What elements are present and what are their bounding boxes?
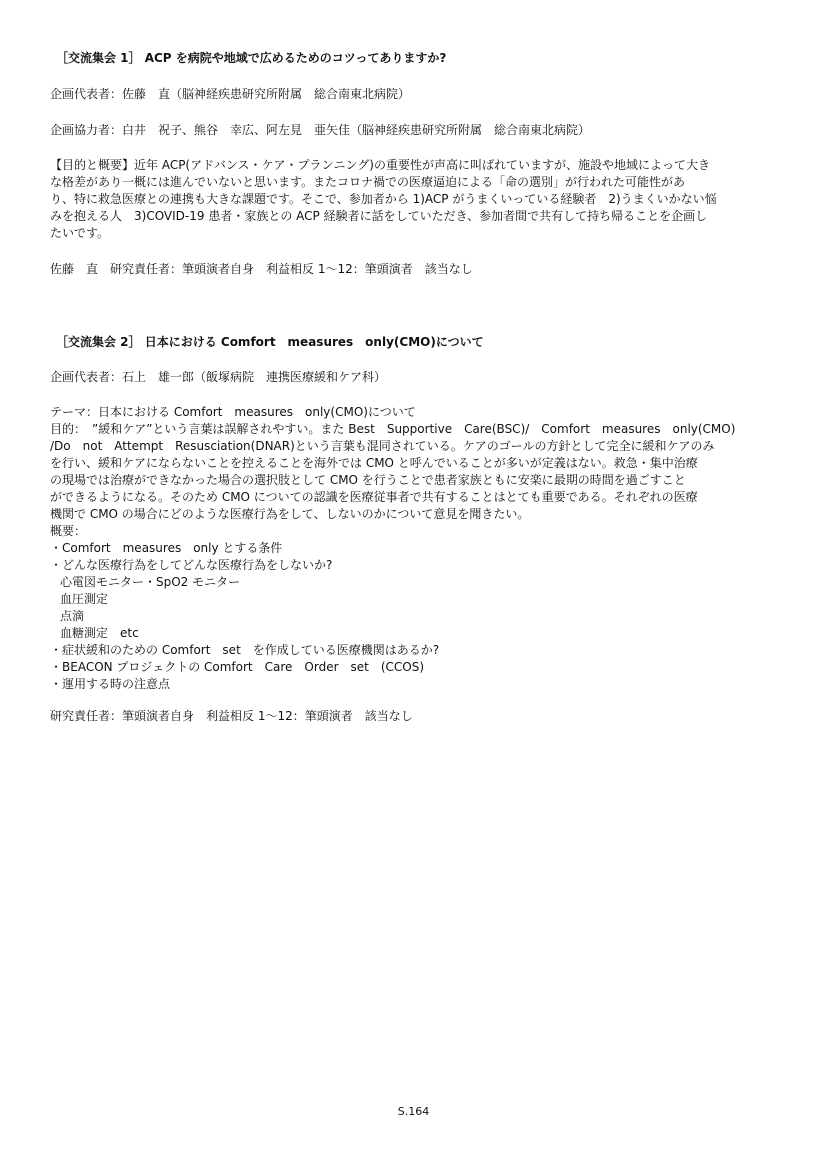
session1-title: ［交流集会 1］ ACP を病院や地域で広めるためのコツってありますか? <box>56 51 447 65</box>
session1-collaborators: 企画協力者：白井 祝子、熊谷 幸広、阿左見 亜矢佳（脳神経疾患研究所附属 総合南東北病院） <box>50 123 591 137</box>
list-item: ・BEACON プロジェクトの Comfort Care Order set (CCOS) <box>50 660 425 674</box>
body-line: の現場では治療ができなかった場合の選択肢として CMO を行うことで患者家族ともに安楽に最期の時間を過ごすこと <box>50 473 686 487</box>
purpose-line: たいです。 <box>50 226 110 240</box>
sub-item: 血圧測定 <box>60 592 109 606</box>
sub-item: 心電図モニター・SpO2 モニター <box>60 575 241 589</box>
sub-item: 点滴 <box>60 609 85 623</box>
purpose-line: り、特に救急医療との連携も大きな課題です。そこで、参加者から 1)ACP がうまくいっている経験者 2)うまくいかない悩 <box>50 192 717 206</box>
session1-representative: 企画代表者：佐藤 直（脳神経疾患研究所附属 総合南東北病院） <box>50 87 411 101</box>
body-line: 目的： ”緩和ケア”という言葉は誤解されやすい。また Best Supportive Care(BSC)/ Comfort measures only(CMO) <box>50 422 736 436</box>
body-line: 機関で CMO の場合にどのような医療行為をして、しないのかについて意見を聞きたい。 <box>50 507 530 521</box>
session2-representative: 企画代表者：石上 雄一郎（飯塚病院 連携医療緩和ケア科） <box>50 370 387 384</box>
list-item: ・どんな医療行為をしてどんな医療行為をしないか? <box>50 558 333 572</box>
list-item: ・症状緩和のための Comfort set を作成している医療機関はあるか? <box>50 643 440 657</box>
session1-coi: 佐藤 直 研究責任者：筆頭演者自身 利益相反 1〜12：筆頭演者 該当なし <box>50 262 473 276</box>
purpose-line: な格差があり一概には進んでいないと思います。またコロナ禍での医療逼迫による「命の選別」が行われた可能性があ <box>50 175 686 189</box>
sub-item: 血糖測定 etc <box>60 626 139 640</box>
list-item: ・運用する時の注意点 <box>50 677 171 691</box>
session2-body <box>50 404 778 693</box>
body-line: テーマ：日本における Comfort measures only(CMO)について <box>50 405 416 419</box>
purpose-line: 【目的と概要】近年 ACP(アドバンス・ケア・プランニング)の重要性が声高に叫ばれていますが、施設や地域によって大き <box>50 158 710 172</box>
list-item: ・Comfort measures only とする条件 <box>50 541 283 555</box>
body-line: を行い、緩和ケアにならないことを控えることを海外では CMO と呼んでいることが多いが定義はない。救急・集中治療 <box>50 456 698 470</box>
session2-title: ［交流集会 2］ 日本における Comfort measures only(CMO)について <box>56 335 484 349</box>
page-number: S.164 <box>397 1105 430 1118</box>
body-line: /Do not Attempt Resusciation(DNAR)という言葉も混同されている。ケアのゴールの方針として完全に緩和ケアのみ <box>50 439 715 453</box>
body-line: 概要： <box>50 524 87 538</box>
purpose-line: みを抱える人 3)COVID-19 患者・家族との ACP 経験者に話をしていただき、参加者間で共有して持ち帰ることを企画し <box>50 209 708 223</box>
body-line: ができるようになる。そのため CMO についての認識を医療従事者で共有することはとても重要である。それぞれの医療 <box>50 490 698 504</box>
session1-purpose <box>50 157 778 242</box>
session2-coi: 研究責任者：筆頭演者自身 利益相反 1〜12：筆頭演者 該当なし <box>50 709 413 723</box>
